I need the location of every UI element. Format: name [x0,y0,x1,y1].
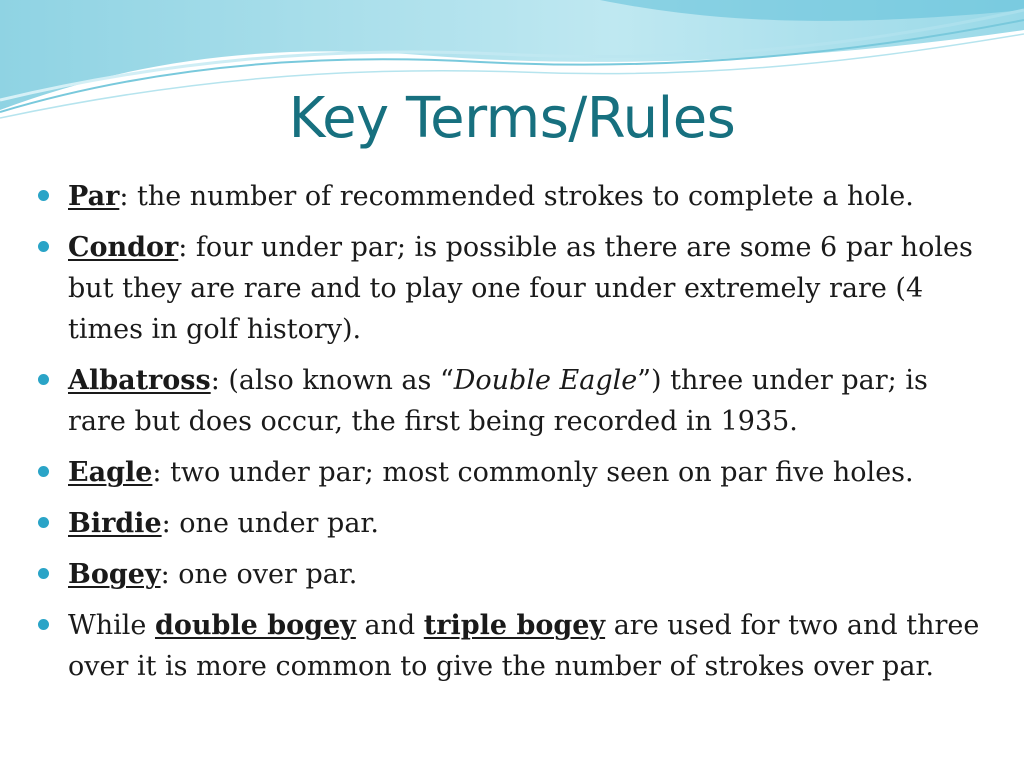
definition-text: : four under par; is possible as there are some 6 par holes but they are rare and to play one four under extremely rare (4 times in golf history). [68,232,973,345]
list-item [34,360,994,442]
term-bogey: Bogey [68,559,161,590]
definition-text: ”) three under par; is rare but does occur, the first being recorded in 1935. [68,365,928,437]
list-item [34,605,994,687]
term-birdie: Birdie [68,508,162,539]
definition-text: and [355,610,424,641]
bullet-icon [38,190,49,201]
definition-text: : one over par. [160,559,358,590]
alias-text: Double Eagle [453,365,638,396]
term-double-bogey: double bogey [154,610,356,641]
bullet-icon [38,374,49,385]
list-item [34,227,994,350]
definition-text: are used for two and three over it is more common to give the number of strokes over par. [68,610,980,682]
bullet-list [34,176,994,697]
bullet-icon [38,241,49,252]
slide-title: Key Terms/Rules [288,86,736,151]
term-albatross: Albatross [68,365,211,396]
list-item [34,176,994,217]
list-item [34,554,994,595]
list-item [34,503,994,544]
term-par: Par [68,181,120,212]
term-eagle: Eagle [68,457,153,488]
bullet-icon [38,466,49,477]
bullet-icon [38,517,49,528]
definition-text: : one under par. [161,508,379,539]
definition-text: : the number of recommended strokes to complete a hole. [119,181,914,212]
term-triple-bogey: triple bogey [423,610,606,641]
bullet-icon [38,568,49,579]
definition-text: While [68,610,155,641]
list-item [34,452,994,493]
definition-text: : two under par; most commonly seen on par five holes. [152,457,914,488]
definition-text: : (also known as “ [210,365,454,396]
term-condor: Condor [68,232,179,263]
bullet-icon [38,619,49,630]
